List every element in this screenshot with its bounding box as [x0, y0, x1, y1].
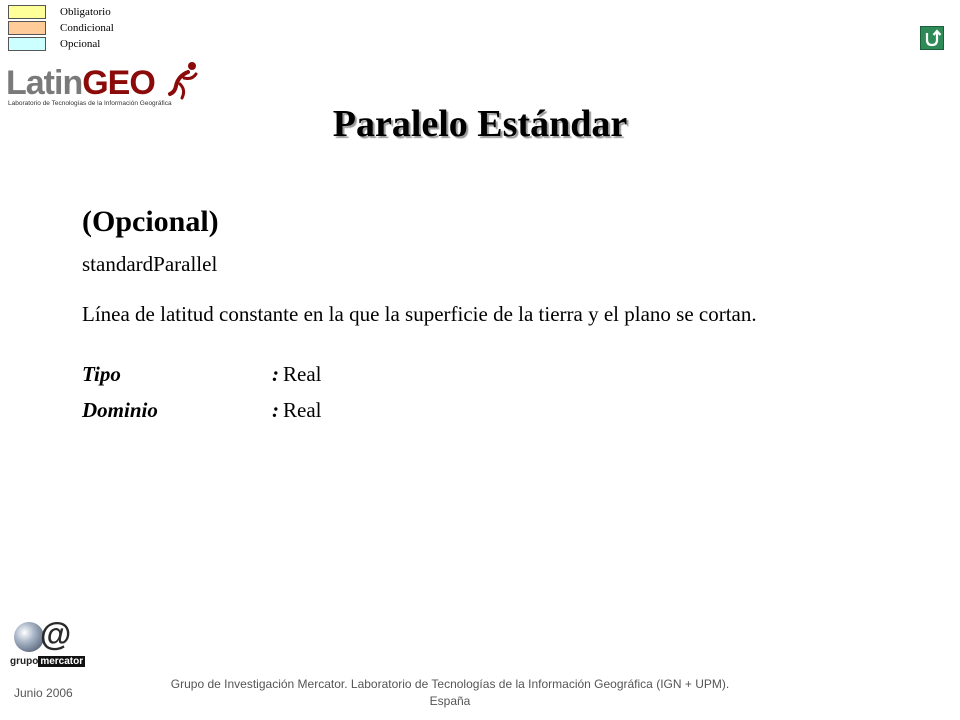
property-label: Tipo: [82, 362, 121, 386]
legend-swatch-opcional: [8, 37, 46, 51]
main-content: [82, 200, 882, 428]
legend: [8, 4, 114, 52]
legend-item-obligatorio: [8, 4, 114, 20]
grupo-word: grupo: [10, 656, 39, 667]
footer-text: [130, 676, 770, 710]
field-name: standardParallel: [82, 252, 218, 276]
legend-label: Opcional: [60, 38, 101, 50]
grupo-mercator-logo: [10, 616, 96, 678]
description: Línea de latitud constante en la que la superficie de la tierra y el plano se cortan.: [82, 302, 757, 326]
legend-label: Condicional: [60, 22, 114, 34]
property-row-dominio: [82, 392, 882, 428]
footer-line-2: España: [429, 694, 471, 708]
footer-date: Junio 2006: [14, 686, 73, 700]
return-button[interactable]: [920, 26, 944, 50]
legend-swatch-obligatorio: [8, 5, 46, 19]
property-colon: :: [272, 362, 279, 386]
grupo-mercator-wordmark: [10, 656, 85, 667]
legend-item-condicional: [8, 20, 114, 36]
legend-item-opcional: [8, 36, 114, 52]
latingeo-logo-subtitle: Laboratorio de Tecnologías de la Información Geográfica: [8, 100, 172, 107]
return-arrow-icon: [921, 27, 943, 49]
at-sign-icon: @: [40, 616, 72, 652]
latingeo-logo-part2: GEO: [82, 64, 155, 102]
legend-swatch-condicional: [8, 21, 46, 35]
section-heading: (Opcional): [82, 205, 219, 238]
latingeo-logo-text: [6, 64, 155, 103]
properties-list: [82, 356, 882, 428]
property-colon: :: [272, 398, 279, 422]
mercator-word: mercator: [40, 656, 84, 667]
property-row-tipo: [82, 356, 882, 392]
legend-label: Obligatorio: [60, 6, 111, 18]
property-value: Real: [283, 398, 322, 422]
latingeo-logo-part1: Latin: [6, 64, 83, 102]
property-value: Real: [283, 362, 322, 386]
property-label: Dominio: [82, 398, 158, 422]
runner-figure-icon: [166, 60, 202, 100]
page-title: Paralelo Estándar: [332, 103, 628, 145]
footer-line-1: Grupo de Investigación Mercator. Laboratorio de Tecnologías de la Información Geográfica (IGN + UPM).: [170, 677, 730, 691]
